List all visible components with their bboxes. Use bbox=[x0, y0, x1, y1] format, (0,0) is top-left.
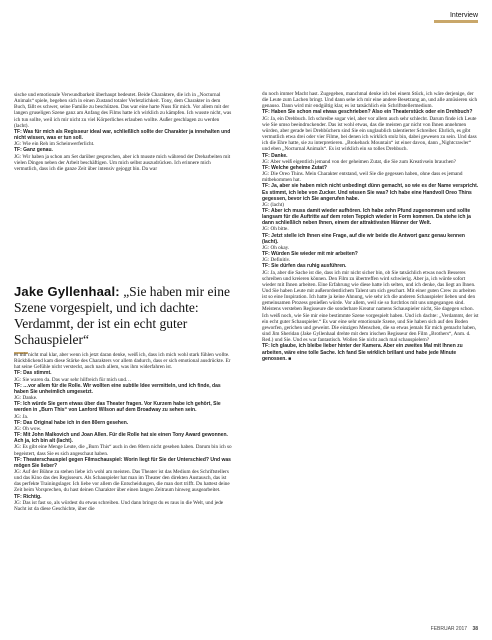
answer-paragraph: JG: Wie ein Reh im Scheinwerferlicht. bbox=[14, 141, 95, 148]
question-paragraph: TF: Ich würde Sie gern etwas über das Theater fragen. Vor Kurzem habe ich gehört, Sie werden in „Burn This“ von Lanford Wilson auf dem Broadway zu sehen sein. bbox=[14, 401, 221, 414]
page-number: 38 bbox=[472, 626, 478, 632]
answer-paragraph: JG: Es gibt eine Menge Leute, die „Burn This“ auch in den 80ern nicht gesehen haben. Darum bin ich so begeistert, dass Sie es sich angeschaut haben. bbox=[14, 444, 232, 457]
answer-paragraph: du noch immer Macht hast. Zugegeben, manchmal denke ich bei einem Stück, ich wäre derjenige, der die Leute zum Lachen bringt. Und dann sehe ich mir eine andere Besetzung an, und alle amüsieren sich genauso. Dann wird mir endgültig klar, es ist tatsächlich ein Schriftstellermedium. bbox=[262, 91, 478, 110]
answer-paragraph: JG: Danke. bbox=[14, 395, 38, 402]
pull-quote bbox=[14, 284, 236, 354]
answer-paragraph: JG: Die Oreo Thins. Mein Charakter entstand, weil Sie die gegessen haben, ohne dass es jemand mitbekommen hat. bbox=[262, 171, 463, 184]
answer-paragraph: JG: Oh bitte. bbox=[262, 226, 289, 233]
answer-paragraph: JG: Ja, ein Drehbuch. Ich schreibe sogar viel, aber vor allem auch sehr schlecht. Darum finde ich Leute wie Sie umso beeindruckender. Das ist wohl etwas, das die meisten gar nicht von Ihnen annehmen würden, aber gerade bei Drehbüchern sind Sie ein unglaublich talentierter Schreiber. Ehrlich, es gibt vermutlich etwa drei oder vier Filme, bei denen ich wirklich stolz bin, dabei gewesen zu sein. Und dass ich die Ehre hatte, sie zu interpretieren. „Brokeback Mountain“ ist einer davon, dann „Nightcrawler“ und eben „Nocturnal Animals“. Es ist wirklich ein so tolles Drehbuch. bbox=[262, 115, 477, 153]
section-label: Interview bbox=[449, 12, 478, 19]
section-accent-bar bbox=[434, 20, 478, 23]
question-paragraph: TF: Welche geheime Zutat? bbox=[262, 164, 327, 171]
right-column bbox=[262, 91, 480, 362]
answer-paragraph: JG: Oh okay. bbox=[262, 244, 290, 251]
question-paragraph: TF: Ich glaube, ich bleibe lieber hinter der Kamera. Aber ein zweites Mal mit Ihnen zu arbeiten, wäre eine tolle Sache. Ich fand Sie wirklich brillant und habe jede Minute genossen. ■ bbox=[262, 343, 463, 362]
question-paragraph: TF: Ja, aber sie haben mich nicht unbedingt dünn gemacht, so wie es der Name verspricht. Es stimmt, ich lebe von Zucker. Und wissen Sie was? Ich habe eine Handvoll Oreo Thins gegessen, bevor ich Sie angerufen habe. bbox=[262, 183, 479, 202]
answer-paragraph: JG: Das ist fast so, als würdest du etwas schreiben. Und dann bringst du es raus in die Welt, und jede Nacht ist da diese Geschichte, über die bbox=[14, 499, 224, 512]
question-paragraph: TF: Jetzt stelle ich Ihnen eine Frage, auf die wir beide die Antwort ganz genau kennen (lacht). bbox=[262, 232, 465, 245]
question-paragraph: TF: Theaterschauspiel gegen Filmschauspiel: Worin liegt für Sie der Unterschied? Und was mögen Sie lieber? bbox=[14, 456, 231, 469]
pull-quote-body: „Sie haben mir eine Szene vorgespielt, und ich dachte: Verdammt, der ist ein echt guter Schauspieler“ bbox=[14, 284, 231, 347]
left-column-bottom bbox=[14, 352, 232, 512]
answer-paragraph: JG: Wir haben ja schon am Set darüber gesprochen, aber ich musste mich während der Dreharbeiten mit vielen Dingen neben der Arbeit beschäftigen. Um mich selbst auszudrücken. Ich erinnere mich vermutlich, dass ich die ganze Zeit über intensiv gejoggt bin. Da war bbox=[14, 153, 231, 172]
question-paragraph: TF: Sie dürfen das ruhig ausführen. bbox=[262, 263, 347, 270]
answer-paragraph: JG: (lacht) bbox=[262, 201, 285, 208]
question-paragraph: TF: Würden Sie wieder mit mir arbeiten? bbox=[262, 251, 358, 258]
answer-paragraph: sische und emotionale Verwundbarkeit überhaupt bedeutet. Beide Charaktere, die ich in „Nocturnal Animals“ spiele, begeben sich in einen Zustand totaler Verletzlichkeit. Tony, dem Charakter in dem Buch, fällt es schwer, seine Familie zu beschützen. Das war eine harte Nuss für mich. Vor allem mit der langen gruseligen Szene ganz am Anfang des Films hatte ich wirklich zu kämpfen. Ich wusste nicht, was ich tun sollte, weil ich mir nicht zu viel Körperliches erlauben wollte. Außer geschlagen zu werden (lacht). bbox=[14, 92, 232, 129]
question-paragraph: TF: Das Original habe ich in den 80ern gesehen. bbox=[14, 419, 129, 426]
answer-paragraph: JG: Oh wow. bbox=[14, 425, 42, 432]
section-tag bbox=[434, 12, 478, 23]
question-paragraph: TF: …vor allem für die Rolle. Wir wollten eine subtile Idee vermitteln, und ich finde, das haben Sie unheimlich umgesetzt. bbox=[14, 382, 221, 395]
answer-paragraph: JG: Auf der Bühne zu stehen liebe ich wohl am meisten. Das Theater ist das Medium des Schriftstellers und das Kino das des Regisseurs. Als Schauspieler hat man im Theater den direkten Austausch, das ist das perfekte Trainingslager. Ich liebe vor allem die Entscheidungen, die man dort trifft. Du hattest deine Zeit beim Vorsprechen, du hast deinen Charakter über einen langen Zeitraum hinweg ausgearbeitet. bbox=[14, 468, 230, 494]
left-column-top bbox=[14, 92, 232, 172]
page-footer bbox=[431, 626, 478, 632]
question-paragraph: TF: Haben Sie schon mal etwas geschrieben? Also ein Theaterstück oder ein Drehbuch? bbox=[262, 109, 473, 116]
answer-paragraph: JG: Aber weiß eigentlich jemand von der geheimen Zutat, die Sie zum Kreativsein brauchen? bbox=[262, 158, 456, 165]
pull-quote-text bbox=[14, 284, 236, 348]
answer-paragraph: es mir nicht mal klar, aber wenn ich jetzt daran denke, weiß ich, dass ich mich wohl stark fühlen wollte. Rückblickend kam diese Stärke des Charakters vor allem dadurch, dass er sich emotional ausdrückte. Er hat seine Gefühle nicht versteckt, auch nach allem, was ihm widerfahren ist. bbox=[14, 352, 231, 371]
question-paragraph: TF: Aber ich muss damit wieder aufhören. Ich habe zehn Pfund zugenommen und sollte langsam für die Auftritte auf dem roten Teppich wieder in Form kommen. Da stehe ich ja dann schließlich neben Ihnen, einem der attraktivsten Männer der Welt. bbox=[262, 207, 471, 227]
question-paragraph: TF: Richtig. bbox=[14, 493, 42, 500]
answer-paragraph: JG: Sie waren da. Das war sehr hilfreich für mich und… bbox=[14, 376, 132, 383]
answer-paragraph: JG: Ja, aber die Sache ist die, dass ich mir nicht sicher bin, ob Sie tatsächlich etwas noch Besseres schreiben und kreieren können. Den Film zu übertreffen wird schwierig. Aber ja, ich würde sofort wieder mit Ihnen arbeiten. Eine Erfahrung wie diese hatte ich selten, und ich denke, das liegt an Ihnen. Und Sie haben Leute mit außerordentlichem Talent um sich geschart. Mit einer guten Crew zu arbeiten ist so eine Inspiration. Ich hatte ja keine Ahnung, wie sehr ich die anderen Schauspieler lieben und den gemeinsamen Prozess genießen würde. Vor allem, weil sie so furchtlos mit uns umgegangen sind. Meistens versteben Regisseure die sonderbare Kreatur namens Schauspieler nicht, Sie dagegen schon. Ich weiß noch, wie Sie mir eine bestimmte Szene vorgespielt haben. Und ich dachte: „Verdammt, der ist ein echt guter Schauspieler.“ Es war eine sehr emotionale Szene, und Sie haben sich auf den Boden geworfen, gerichen und geweint. Die einzigen Menschen, die so etwas jemals für mich gemacht haben, sind Jim Sheridan (Jake Gyllenhaal drehte mit dem irischen Regisseur den Film „Brothers“, Anm. d. Red.) und Sie. Und es war fantastisch. Wollen Sie nicht auch mal schauspielern? bbox=[262, 269, 479, 344]
question-paragraph: TF: Was für mich als Regisseur ideal war, schließlich sollte der Charakter ja innehalten und nicht wissen, was er tun soll. bbox=[14, 128, 231, 142]
answer-paragraph: JG: Ja. bbox=[14, 413, 29, 420]
question-paragraph: TF: Das stimmt. bbox=[14, 370, 52, 377]
issue-date: FEBRUAR 2017 bbox=[430, 626, 468, 632]
question-paragraph: TF: Ganz genau. bbox=[14, 147, 53, 154]
answer-paragraph: JG: Definitiv. bbox=[262, 257, 291, 264]
pull-quote-speaker: Jake Gyllenhaal: bbox=[14, 284, 120, 299]
question-paragraph: TF: Mit John Malkovich und Joan Allen. Für die Rolle hat sie einen Tony Award gewonnen. Ach ja, ich bin alt (lacht). bbox=[14, 432, 228, 445]
question-paragraph: TF: Danke. bbox=[262, 152, 288, 159]
